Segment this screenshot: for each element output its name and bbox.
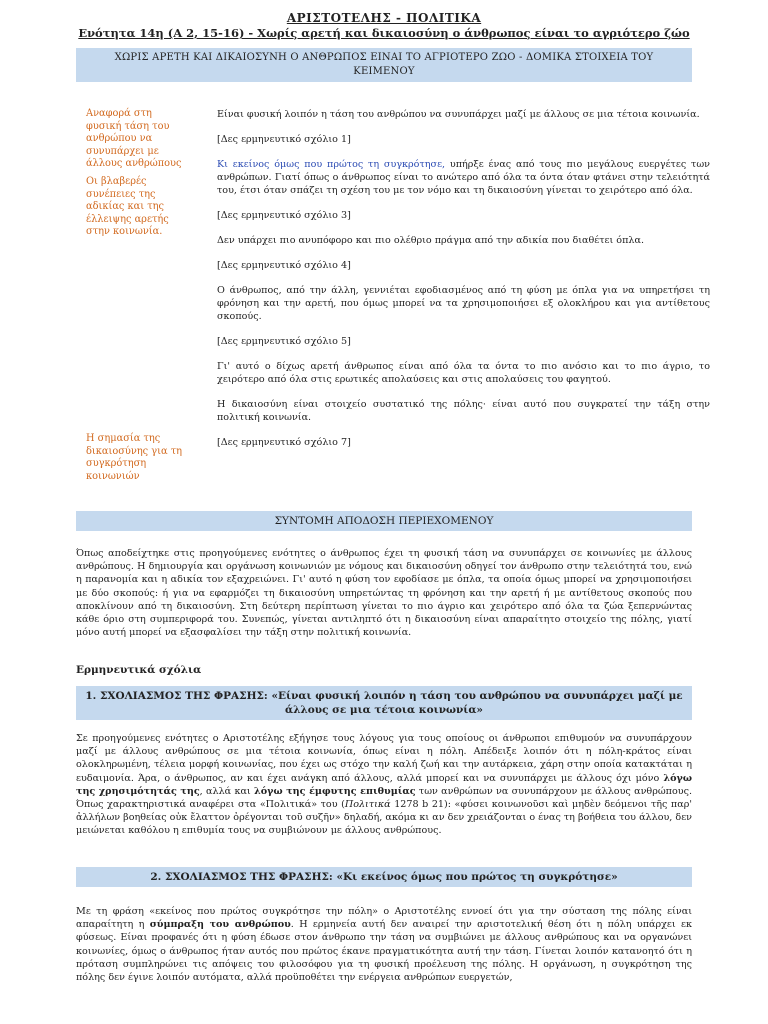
document-title: ΑΡΙΣΤΟΤΕΛΗΣ - ΠΟΛΙΤΙΚΑ	[286, 11, 482, 25]
comment-2-heading: 2. ΣΧΟΛΙΑΣΜΟΣ ΤΗΣ ΦΡΑΣΗΣ: «Κι εκείνος όμως που πρώτος τη συγκρότησε»	[76, 867, 692, 887]
document-subtitle: Ενότητα 14η (Α 2, 15-16) - Χωρίς αρετή και δικαιοσύνη ο άνθρωπος είναι το αγριότερο ζώο	[78, 26, 690, 40]
structure-paragraph: Η δικαιοσύνη είναι στοιχείο συστατικό της πόλης· είναι αυτό που συγκρατεί την τάξη στην πολιτική κοινωνία.	[217, 399, 710, 423]
structure-paragraph: Κι εκείνος όμως που πρώτος τη συγκρότησε, υπήρξε ένας από τους πιο μεγάλους ευεργέτες των ανθρώπων. Γιατί όπως ο άνθρωπος είναι το ανώτερο από όλα τα όντα όταν φτάνει στην τελειότητά του, έτσι όταν σπάζει τη σχέση του με τον νόμο και τη δικαιοσύνη γίνεται το χειρότερο από όλα.	[217, 159, 710, 196]
summary-section	[76, 511, 692, 639]
document-page	[76, 8, 692, 82]
structure-paragraph: Ο άνθρωπος, από την άλλη, γεννιέται εφοδιασμένος από τη φύση με όπλα για να υπηρετήσει τη φρόνηση και την αρετή, που όμως μπορεί να τα χρησιμοποιήσει εξ ολοκλήρου και για αντίθετους σκοπούς.	[217, 285, 710, 322]
structure-paragraph: Γι' αυτό ο δίχως αρετή άνθρωπος είναι από όλα τα όντα το πιο ανόσιο και το πιο άγριο, το χειρότερο από όλα στις ερωτικές απολαύσεις και στις απολαύσεις του φαγητού.	[217, 361, 710, 385]
comments-section	[76, 664, 692, 838]
structure-text	[217, 108, 710, 461]
summary-text: Όπως αποδείχτηκε στις προηγούμενες ενότητες ο άνθρωπος έχει τη φυσική τάση να συνυπάρχει σε κοινωνίες με άλλους ανθρώπους. Η δημιουργία και οργάνωση κοινωνιών με νόμους και δικαιοσύνη οδηγεί τον άνθρωπο στην τελειότητά του, ενώ η παρανομία και η αδικία τον εξαχρειώνει. Γι' αυτό η φύση τον εφοδίασε με όπλα, τα οποία όμως μπορεί να χρησιμοποιήσει με δύο σκοπούς: ή για να εφαρμόζει τη δικαιοσύνη υπηρετώντας τη φρόνηση και την αρετή ή με αντίθετους σκοπούς που αποκλίνουν από τη δικαιοσύνη. Στη δεύτερη περίπτωση γίνεται το πιο άγριο και χειρότερο από όλα τα ζώα ξεπερνώντας κάθε όριο στη συμπεριφορά του. Συνεπώς, γίνεται αντιληπτό ότι η δικαιοσύνη είναι απαραίτητο στοιχείο της πόλης, γιατί μόνο αυτή μπορεί να εξασφαλίσει την τάξη στην πολιτική κοινωνία.	[76, 548, 692, 639]
comment-1-heading: 1. ΣΧΟΛΙΑΣΜΟΣ ΤΗΣ ΦΡΑΣΗΣ: «Είναι φυσική λοιπόν η τάση του ανθρώπου να συνυπάρχει μαζί με άλλους σε μια τέτοια κοινωνία»	[76, 686, 692, 720]
structure-label-2: Οι βλαβερές συνέπειες της αδικίας και της έλλειψης αρετής στην κοινωνία.	[86, 176, 169, 237]
comment-reference: [Δες ερμηνευτικό σχόλιο 3]	[217, 210, 351, 221]
comment-reference: [Δες ερμηνευτικό σχόλιο 4]	[217, 260, 351, 271]
structure-paragraph: Είναι φυσική λοιπόν η τάση του ανθρώπου να συνυπάρχει μαζί με άλλους σε μια τέτοια κοινωνία.	[217, 109, 700, 120]
summary-heading: ΣΥΝΤΟΜΗ ΑΠΟΔΟΣΗ ΠΕΡΙΕΧΟΜΕΝΟΥ	[76, 511, 692, 531]
highlighted-phrase: Κι εκείνος όμως που πρώτος τη συγκρότησε,	[217, 159, 446, 170]
comment-reference: [Δες ερμηνευτικό σχόλιο 7]	[217, 437, 351, 448]
structure-label-3: Η σημασία της δικαιοσύνης για τη συγκρότηση κοινωνιών	[86, 433, 183, 482]
structure-heading: ΧΩΡΙΣ ΑΡΕΤΗ ΚΑΙ ΔΙΚΑΙΟΣΥΝΗ Ο ΑΝΘΡΩΠΟΣ ΕΙΝΑΙ ΤΟ ΑΓΡΙΟΤΕΡΟ ΖΩΟ - ΔΟΜΙΚΑ ΣΤΟΙΧΕΙΑ ΤΟΥ ΚΕΙΜΕΝΟΥ	[76, 48, 692, 82]
comments-heading: Ερμηνευτικά σχόλια	[76, 664, 202, 676]
structure-paragraph: Δεν υπάρχει πιο ανυπόφορο και πιο ολέθριο πράγμα από την αδικία που διαθέτει όπλα.	[217, 235, 644, 246]
comment-reference: [Δες ερμηνευτικό σχόλιο 5]	[217, 336, 351, 347]
comment-reference: [Δες ερμηνευτικό σχόλιο 1]	[217, 134, 351, 145]
comment-1-text: Σε προηγούμενες ενότητες ο Αριστοτέλης εξήγησε τους λόγους για τους οποίους οι άνθρωποι επιθυμούν να συνυπάρχουν μαζί με άλλους ανθρώπους σε μια τέτοια κοινωνία, όπως είναι η πόλη. Απέδειξε λοιπόν ότι η πόλη-κράτος είναι ολοκληρωμένη, τέλεια μορφή κοινωνίας, που έχει ως στόχο την καλή ζωή και την αυτάρκεια, χάρη στην οποία κατακτάται η ευδαιμονία. Άρα, ο άνθρωπος, αν και έχει ανάγκη από άλλους, αλλά μπορεί και να συνυπάρχει με άλλους όχι μόνο λόγω της χρησιμότητάς της, αλλά και λόγω της έμφυτης επιθυμίας των ανθρώπων να συνυπάρχουν με άλλους ανθρώπους. Όπως χαρακτηριστικά αναφέρει στα «Πολιτικά» του (Πολιτικά 1278 b 21): «φύσει κοινωνοῦσι καὶ μηδὲν δεόμενοι τῆς παρ' ἀλλήλων βοηθείας οὐκ ἔλαττον ὀρέγονται τοῦ συζῆν» δηλαδή, ακόμα κι αν δεν χρειάζονται ο ένας τη βοήθεια του άλλου, δεν μειώνεται καθόλου η επιθυμία τους να συμβιώνουν με άλλους ανθρώπους.	[76, 733, 692, 837]
comment-2-section	[76, 867, 692, 984]
comment-2-text: Με τη φράση «εκείνος που πρώτος συγκρότησε την πόλη» ο Αριστοτέλης εννοεί ότι για την σύσταση της πόλης είναι απαραίτητη η σύμπραξη του ανθρώπου. Η ερμηνεία αυτή δεν αναιρεί την αριστοτελική θέση ότι η πόλη υπάρχει εκ φύσεως. Είναι προφανές ότι η φύση έδωσε στον άνθρωπο την τάση να συμβιώνει με άλλους ανθρώπους και να οργανώνει κοινωνίες, όμως ο άνθρωπος ήταν αυτός που πρώτος έκανε πραγματικότητα αυτή την τάση. Γίνεται λοιπόν κατανοητό ότι η πρόταση συμπληρώνει τις απόψεις του φιλοσόφου για τη φυσική προέλευση της πόλης. Η οργάνωση, η συγκρότηση της πόλης δεν έγινε λοιπόν αυτόματα, αλλά προϋποθέτει την ενέργεια ανθρώπων ευεργετών,	[76, 906, 692, 984]
structure-label-1: Αναφορά στη φυσική τάση του ανθρώπου να συνυπάρχει με άλλους ανθρώπους	[86, 108, 182, 169]
structure-section	[76, 100, 710, 500]
